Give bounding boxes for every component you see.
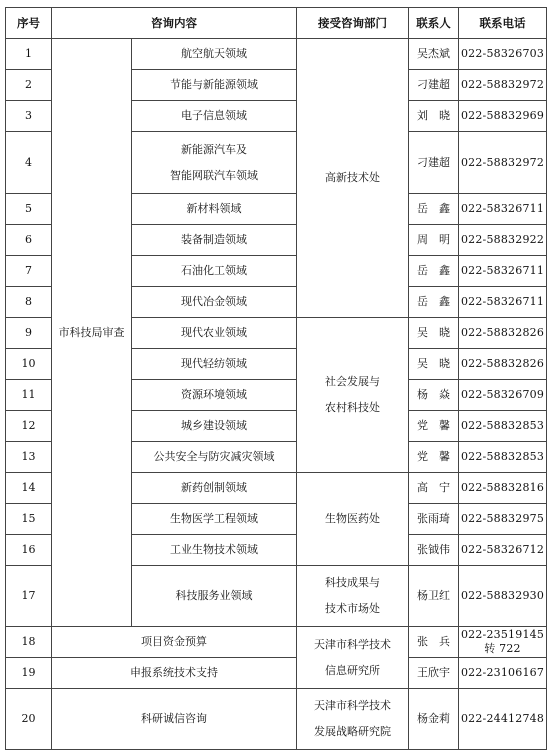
row-number: 19 [6, 658, 52, 689]
contact-phone: 022-23106167 [459, 658, 547, 689]
consult-content: 石油化工领域 [132, 256, 297, 287]
row-number: 15 [6, 504, 52, 535]
department-shehui [297, 318, 409, 473]
row-number: 3 [6, 101, 52, 132]
department-fazhan [297, 689, 409, 750]
consult-content: 新药创制领域 [132, 473, 297, 504]
consult-content: 资源环境领域 [132, 380, 297, 411]
department-xinxi-line2: 信息研究所 [325, 663, 380, 677]
consultation-table [5, 7, 547, 750]
row-number: 6 [6, 225, 52, 256]
consult-content: 新材料领域 [132, 194, 297, 225]
department-fazhan-line2: 发展战略研究院 [314, 725, 391, 738]
consult-content: 电子信息领域 [132, 101, 297, 132]
contact-phone: 022-24412748 [459, 689, 547, 750]
contact-phone: 022-58326711 [459, 256, 547, 287]
department-fazhan-line1: 天津市科学技术 [314, 699, 391, 713]
consult-content: 节能与新能源领域 [132, 70, 297, 101]
department-shengwu: 生物医药处 [297, 473, 409, 566]
contact-phone: 022-58832975 [459, 504, 547, 535]
contact-phone-line1: 022-23519145 [460, 628, 545, 642]
row-number: 1 [6, 39, 52, 70]
row-number: 4 [6, 132, 52, 194]
consult-content-line1: 新能源汽车及 [181, 142, 247, 156]
contact-person: 高 宁 [409, 473, 459, 504]
contact-person: 吴 晓 [409, 349, 459, 380]
contact-phone [459, 627, 547, 658]
row-number: 13 [6, 442, 52, 473]
contact-person: 吴 晓 [409, 318, 459, 349]
department-chengguo-line2: 技术市场处 [325, 602, 380, 615]
contact-phone: 022-58832969 [459, 101, 547, 132]
consult-content: 现代农业领域 [132, 318, 297, 349]
consult-content: 项目资金预算 [52, 627, 297, 658]
contact-phone: 022-58326703 [459, 39, 547, 70]
contact-phone: 022-58832853 [459, 442, 547, 473]
consult-content: 生物医学工程领域 [132, 504, 297, 535]
contact-person: 党 馨 [409, 411, 459, 442]
contact-phone: 022-58832826 [459, 349, 547, 380]
contact-person: 吴杰斌 [409, 39, 459, 70]
contact-phone: 022-58326711 [459, 287, 547, 318]
department-chengguo-line1: 科技成果与 [325, 576, 380, 590]
row-number: 16 [6, 535, 52, 566]
department-shehui-line1: 社会发展与 [325, 375, 380, 389]
department-xinxi-line1: 天津市科学技术 [314, 637, 391, 651]
contact-phone: 022-58832816 [459, 473, 547, 504]
consult-content: 现代轻纺领域 [132, 349, 297, 380]
contact-phone: 022-58326711 [459, 194, 547, 225]
contact-person: 杨卫红 [409, 566, 459, 627]
contact-person: 刁建超 [409, 132, 459, 194]
row-number: 7 [6, 256, 52, 287]
contact-person: 刁建超 [409, 70, 459, 101]
table-row [6, 627, 547, 658]
row-number: 10 [6, 349, 52, 380]
row-number: 5 [6, 194, 52, 225]
department-gaoxin: 高新技术处 [297, 39, 409, 318]
contact-phone: 022-58832930 [459, 566, 547, 627]
contact-person: 岳 鑫 [409, 194, 459, 225]
header-no: 序号 [6, 8, 52, 39]
table-row [6, 689, 547, 750]
consult-content: 装备制造领域 [132, 225, 297, 256]
row-number: 20 [6, 689, 52, 750]
row-number: 12 [6, 411, 52, 442]
contact-phone: 022-58832972 [459, 70, 547, 101]
contact-phone: 022-58326709 [459, 380, 547, 411]
consult-content [132, 132, 297, 194]
header-content: 咨询内容 [52, 8, 297, 39]
consult-content: 航空航天领域 [132, 39, 297, 70]
department-xinxi [297, 627, 409, 689]
header-row [6, 8, 547, 39]
row-number: 8 [6, 287, 52, 318]
contact-person: 张雨琦 [409, 504, 459, 535]
contact-person: 周 明 [409, 225, 459, 256]
consult-content: 申报系统技术支持 [52, 658, 297, 689]
contact-person: 党 馨 [409, 442, 459, 473]
contact-phone-line2: 转 722 [484, 642, 521, 655]
consult-content: 城乡建设领域 [132, 411, 297, 442]
consult-content: 现代冶金领域 [132, 287, 297, 318]
row-number: 14 [6, 473, 52, 504]
header-department: 接受咨询部门 [297, 8, 409, 39]
consult-content: 科技服务业领域 [132, 566, 297, 627]
contact-person: 岳 鑫 [409, 287, 459, 318]
department-chengguo [297, 566, 409, 627]
contact-person: 张钺伟 [409, 535, 459, 566]
row-number: 18 [6, 627, 52, 658]
contact-person: 杨 焱 [409, 380, 459, 411]
contact-phone: 022-58832826 [459, 318, 547, 349]
consult-content: 科研诚信咨询 [52, 689, 297, 750]
row-number: 17 [6, 566, 52, 627]
contact-phone: 022-58832972 [459, 132, 547, 194]
consult-content: 工业生物技术领域 [132, 535, 297, 566]
consult-content: 公共安全与防灾减灾领域 [132, 442, 297, 473]
contact-phone: 022-58832853 [459, 411, 547, 442]
header-contact: 联系人 [409, 8, 459, 39]
group-label: 市科技局审查 [52, 39, 132, 627]
contact-person: 刘 晓 [409, 101, 459, 132]
contact-person: 王欣宇 [409, 658, 459, 689]
row-number: 11 [6, 380, 52, 411]
row-number: 9 [6, 318, 52, 349]
contact-person: 张 兵 [409, 627, 459, 658]
header-phone: 联系电话 [459, 8, 547, 39]
row-number: 2 [6, 70, 52, 101]
contact-person: 杨金莉 [409, 689, 459, 750]
table-row [6, 658, 547, 689]
table-row [6, 39, 547, 70]
contact-phone: 022-58326712 [459, 535, 547, 566]
consult-content-line2: 智能网联汽车领域 [170, 168, 258, 182]
contact-person: 岳 鑫 [409, 256, 459, 287]
department-shehui-line2: 农村科技处 [325, 401, 380, 414]
contact-phone: 022-58832922 [459, 225, 547, 256]
